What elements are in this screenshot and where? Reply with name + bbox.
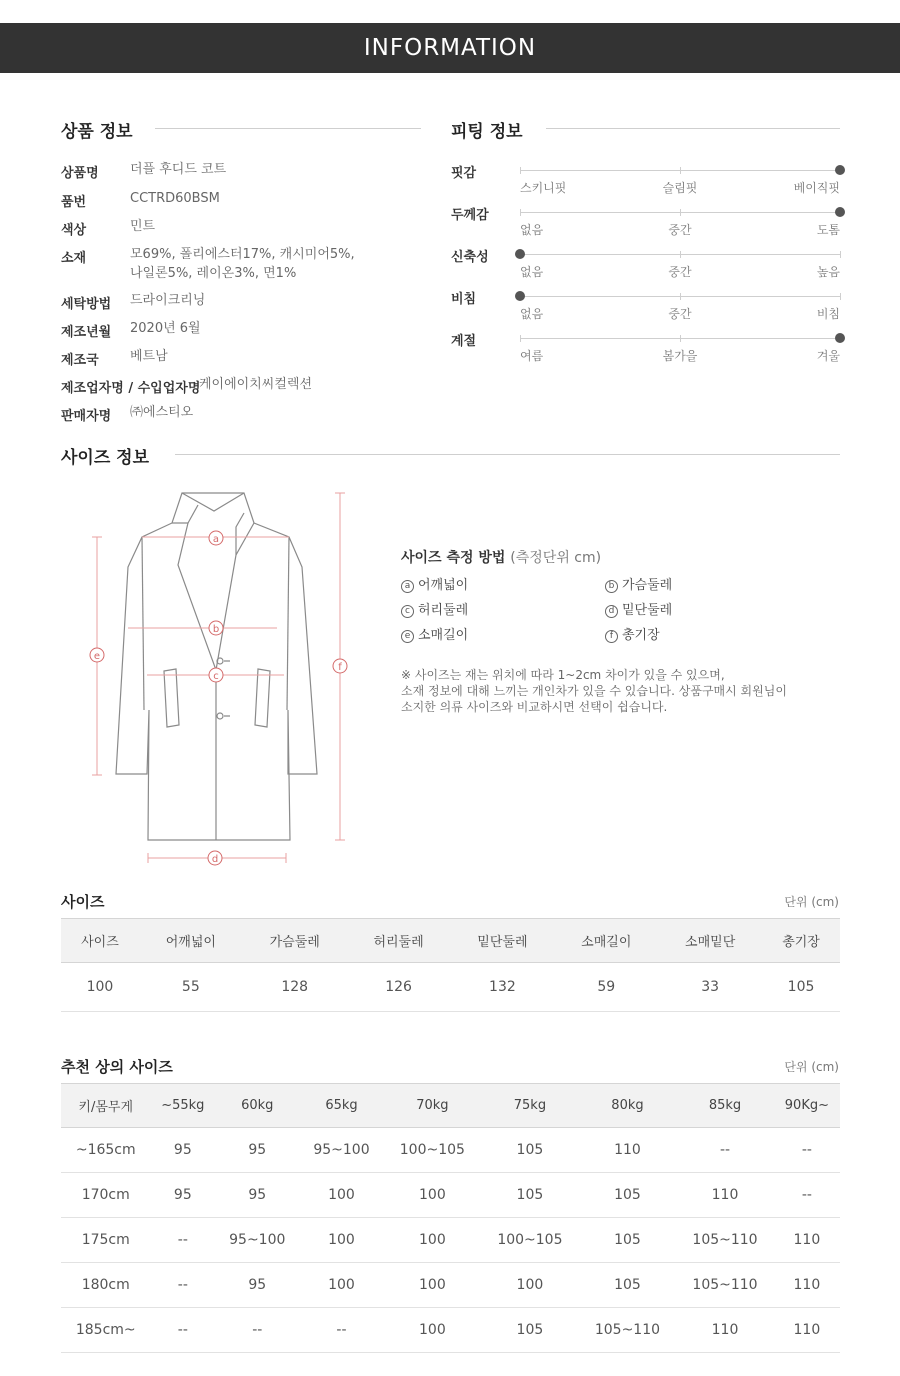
fit-scale-track: [520, 338, 840, 339]
table-cell: 110: [774, 1263, 840, 1308]
table-header-cell: 소매길이: [554, 919, 658, 963]
table-cell: 95~100: [215, 1218, 299, 1263]
table-cell: --: [774, 1173, 840, 1218]
measure-item-b: b 가슴둘레: [605, 574, 672, 593]
marker-f: f: [338, 662, 342, 673]
fit-option-label: 겨울: [816, 349, 840, 363]
measure-item-c: c 허리둘레: [401, 599, 468, 618]
table-cell: 105: [762, 963, 840, 1012]
table-header-cell: 70kg: [384, 1084, 482, 1128]
table-header-cell: 80kg: [579, 1084, 677, 1128]
table-cell: 95: [215, 1128, 299, 1173]
table-cell: 180cm: [61, 1263, 150, 1308]
size-table-title: 사이즈: [61, 893, 105, 911]
table-header-cell: 허리둘레: [347, 919, 451, 963]
fit-scale-tick: [520, 209, 521, 216]
recommend-table-title: 추천 상의 사이즈: [61, 1058, 173, 1076]
table-cell: 100: [299, 1173, 383, 1218]
table-cell: 55: [139, 963, 243, 1012]
fit-scale-track: [520, 212, 840, 213]
fit-option-label: 비침: [816, 307, 840, 321]
table-cell: 105: [481, 1128, 579, 1173]
measure-item-a: a 어깨넓이: [401, 574, 468, 593]
table-header-cell: 사이즈: [61, 919, 139, 963]
table-cell: 59: [554, 963, 658, 1012]
table-row: [61, 1218, 840, 1263]
size-note: ※ 사이즈는 재는 위치에 따라 1~2cm 차이가 있을 수 있으며, 소재 정보에 대해 느끼는 개인차가 있을 수 있습니다. 상품구매시 회원님이 소지한 의류 사이즈와 비교하시면 선택이 쉽습니다.: [401, 668, 787, 714]
table-row: [61, 1128, 840, 1173]
table-header-cell: 65kg: [299, 1084, 383, 1128]
table-cell: 100: [384, 1218, 482, 1263]
table-cell: 105~110: [676, 1218, 774, 1263]
table-header-cell: 90Kg~: [774, 1084, 840, 1128]
seller-value: ㈜에스티오: [130, 405, 194, 420]
table-cell: 100: [481, 1263, 579, 1308]
table-cell: 105: [481, 1173, 579, 1218]
product-code-label: 품번: [61, 195, 87, 210]
table-cell: 110: [774, 1218, 840, 1263]
table-cell: --: [215, 1308, 299, 1353]
table-row: [61, 1173, 840, 1218]
product-info-title: 상품 정보: [61, 122, 133, 142]
table-cell: 100: [299, 1218, 383, 1263]
table-cell: 105: [579, 1263, 677, 1308]
information-banner: INFORMATION: [0, 23, 900, 73]
fit-scale-tick: [840, 293, 841, 300]
fit-scale-tick: [840, 251, 841, 258]
table-header-cell: 85kg: [676, 1084, 774, 1128]
recommend-table: [61, 1083, 840, 1353]
fit-option-label: 여름: [520, 349, 544, 363]
fit-selected-dot: [835, 207, 845, 217]
table-cell: 100: [299, 1263, 383, 1308]
fit-option-label: 없음: [520, 223, 544, 237]
table-header-cell: 밑단둘레: [450, 919, 554, 963]
table-cell: 126: [347, 963, 451, 1012]
fitting-info-divider: [546, 128, 840, 129]
table-cell: 170cm: [61, 1173, 150, 1218]
fit-option-label: 슬림핏: [662, 181, 698, 195]
fit-scale-tick: [520, 167, 521, 174]
table-cell: 105: [481, 1308, 579, 1353]
table-cell: 100: [384, 1263, 482, 1308]
fit-option-label: 중간: [668, 265, 692, 279]
marker-c: c: [213, 671, 219, 682]
table-row: [61, 963, 840, 1012]
table-cell: --: [676, 1128, 774, 1173]
fit-option-label: 중간: [668, 223, 692, 237]
fit-selected-dot: [515, 249, 525, 259]
fit-scale-track: [520, 296, 840, 297]
fit-label: 두께감: [451, 208, 489, 223]
color-label: 색상: [61, 223, 87, 238]
table-cell: 110: [676, 1308, 774, 1353]
size-info-title: 사이즈 정보: [61, 448, 150, 468]
measure-item-e: e 소매길이: [401, 624, 468, 643]
fit-scale-tick: [680, 293, 681, 300]
table-cell: 95: [150, 1173, 215, 1218]
product-name-value: 더플 후디드 코트: [130, 162, 227, 177]
fit-label: 핏감: [451, 166, 477, 181]
fit-selected-dot: [835, 165, 845, 175]
country-value: 베트남: [130, 349, 168, 364]
fit-label: 계절: [451, 334, 477, 349]
table-cell: --: [150, 1263, 215, 1308]
table-header-cell: 가슴둘레: [243, 919, 347, 963]
table-cell: 95: [215, 1263, 299, 1308]
measure-item-d: d 밑단둘레: [605, 599, 672, 618]
table-cell: --: [150, 1218, 215, 1263]
fit-option-label: 도톰: [816, 223, 840, 237]
coat-diagram: [80, 485, 370, 870]
product-info-divider: [155, 128, 421, 129]
fit-scale-tick: [680, 209, 681, 216]
manufacturer-label: 제조업자명 / 수입업자명: [61, 381, 201, 396]
fit-option-label: 봄가을: [662, 349, 698, 363]
material-value-line2: 나일론5%, 레이온3%, 면1%: [130, 266, 297, 281]
color-value: 민트: [130, 219, 156, 234]
table-cell: 110: [676, 1173, 774, 1218]
table-header-cell: 키/몸무게: [61, 1084, 150, 1128]
table-cell: --: [150, 1308, 215, 1353]
table-cell: 175cm: [61, 1218, 150, 1263]
table-header-cell: 총기장: [762, 919, 840, 963]
fit-scale-track: [520, 254, 840, 255]
fit-option-label: 없음: [520, 307, 544, 321]
table-cell: 105~110: [676, 1263, 774, 1308]
fit-option-label: 높음: [816, 265, 840, 279]
table-header-cell: 60kg: [215, 1084, 299, 1128]
manufacturer-value: 케이에이치씨컬렉션: [199, 377, 313, 392]
table-cell: 132: [450, 963, 554, 1012]
manufacture-date-label: 제조년월: [61, 325, 112, 340]
washing-label: 세탁방법: [61, 297, 112, 312]
table-cell: 105: [579, 1218, 677, 1263]
manufacture-date-value: 2020년 6월: [130, 321, 201, 336]
fit-scale-tick: [680, 335, 681, 342]
table-cell: 105: [579, 1173, 677, 1218]
table-cell: 100: [384, 1173, 482, 1218]
measure-item-f: f 총기장: [605, 624, 660, 643]
table-cell: 33: [658, 963, 762, 1012]
fit-scale-tick: [680, 167, 681, 174]
recommend-table-unit: 단위 (cm): [784, 1060, 839, 1074]
fit-option-label: 스키니핏: [520, 181, 567, 195]
table-cell: 100: [384, 1308, 482, 1353]
table-row: [61, 1308, 840, 1353]
table-header-cell: ~55kg: [150, 1084, 215, 1128]
table-cell: 100: [61, 963, 139, 1012]
table-cell: --: [299, 1308, 383, 1353]
material-value: 모69%, 폴리에스터17%, 캐시미어5%,: [130, 247, 355, 262]
marker-e: e: [93, 651, 101, 662]
country-label: 제조국: [61, 353, 99, 368]
table-cell: 95: [215, 1173, 299, 1218]
table-cell: 185cm~: [61, 1308, 150, 1353]
marker-b: b: [212, 624, 220, 635]
table-cell: 110: [774, 1308, 840, 1353]
marker-d: d: [211, 854, 219, 865]
fit-scale-tick: [520, 335, 521, 342]
table-cell: --: [774, 1128, 840, 1173]
fit-option-label: 중간: [668, 307, 692, 321]
fit-option-label: 베이직핏: [793, 181, 840, 195]
fit-label: 신축성: [451, 250, 489, 265]
fit-selected-dot: [515, 291, 525, 301]
seller-label: 판매자명: [61, 409, 112, 424]
table-cell: 128: [243, 963, 347, 1012]
table-row: [61, 1263, 840, 1308]
fit-selected-dot: [835, 333, 845, 343]
table-cell: 105~110: [579, 1308, 677, 1353]
table-cell: 95: [150, 1128, 215, 1173]
product-name-label: 상품명: [61, 166, 99, 181]
fitting-info-title: 피팅 정보: [451, 122, 523, 142]
table-header-cell: 어깨넓이: [139, 919, 243, 963]
fit-option-label: 없음: [520, 265, 544, 279]
marker-a: a: [212, 534, 220, 545]
table-header-cell: 75kg: [481, 1084, 579, 1128]
measure-unit-note: (측정단위 cm): [510, 550, 602, 566]
fit-scale-track: [520, 170, 840, 171]
table-header-cell: 소매밑단: [658, 919, 762, 963]
table-cell: 110: [579, 1128, 677, 1173]
table-cell: 100~105: [384, 1128, 482, 1173]
washing-value: 드라이크리닝: [130, 293, 206, 308]
size-table: [61, 918, 840, 1012]
fit-label: 비침: [451, 292, 477, 307]
table-cell: ~165cm: [61, 1128, 150, 1173]
product-code-value: CCTRD60BSM: [130, 191, 220, 206]
size-info-divider: [175, 454, 840, 455]
size-table-unit: 단위 (cm): [784, 895, 839, 909]
table-cell: 95~100: [299, 1128, 383, 1173]
fit-scale-tick: [680, 251, 681, 258]
material-label: 소재: [61, 251, 87, 266]
measure-method-title: 사이즈 측정 방법 (측정단위 cm): [401, 550, 602, 566]
table-cell: 100~105: [481, 1218, 579, 1263]
